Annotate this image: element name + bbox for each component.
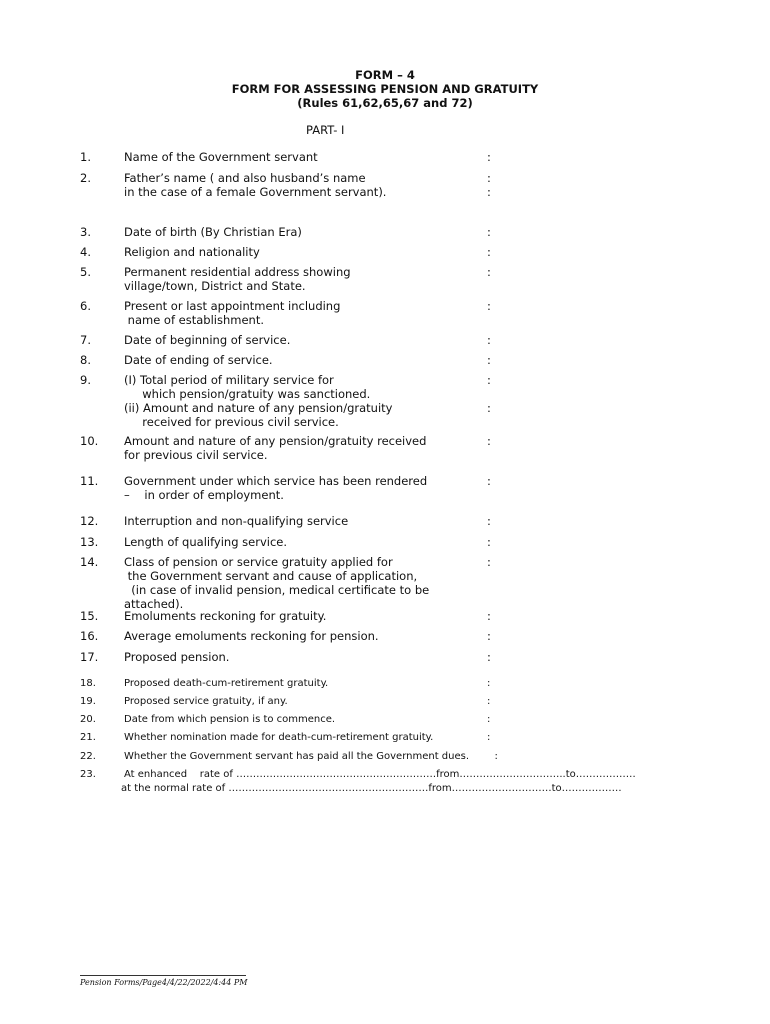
item-label: Date from which pension is to commence.: [124, 714, 336, 725]
item-label: received for previous civil service.: [124, 415, 339, 429]
item-label: the Government servant and cause of application,: [124, 569, 418, 583]
item-label: Permanent residential address showing: [124, 265, 351, 279]
item-number: 18.: [80, 678, 96, 689]
item-label: Father’s name ( and also husband’s name: [124, 171, 366, 185]
item-colon: :: [487, 150, 491, 164]
item-number: 10.: [80, 434, 99, 448]
item-number: 9.: [80, 373, 91, 387]
item-label: in the case of a female Government servant).: [124, 185, 387, 199]
item-colon: :: [487, 225, 491, 239]
item-colon: :: [487, 185, 491, 199]
item-colon: :: [487, 333, 491, 347]
item-label: Religion and nationality: [124, 245, 260, 259]
item-label: (I) Total period of military service for: [124, 373, 334, 387]
item-label: Proposed pension.: [124, 650, 230, 664]
item-label: Date of ending of service.: [124, 353, 273, 367]
footer-divider: [80, 975, 246, 976]
item-label: name of establishment.: [124, 313, 264, 327]
item-colon: :: [487, 678, 491, 689]
part-heading: PART- I: [306, 123, 345, 137]
item-label: Whether nomination made for death-cum-retirement gratuity.: [124, 732, 434, 743]
item-number: 3.: [80, 225, 91, 239]
item-label: for previous civil service.: [124, 448, 268, 462]
item-number: 12.: [80, 514, 99, 528]
item-number: 17.: [80, 650, 99, 664]
item-colon: :: [487, 353, 491, 367]
item-label: Length of qualifying service.: [124, 535, 288, 549]
item-number: 1.: [80, 150, 91, 164]
item-number: 8.: [80, 353, 91, 367]
item-label: Class of pension or service gratuity applied for: [124, 555, 393, 569]
item-number: 11.: [80, 474, 99, 488]
item-number: 2.: [80, 171, 91, 185]
item-label: (ii) Amount and nature of any pension/gratuity: [124, 401, 393, 415]
item-number: 5.: [80, 265, 91, 279]
item-label: Average emoluments reckoning for pension.: [124, 629, 379, 643]
item-colon: :: [487, 245, 491, 259]
item-label: Emoluments reckoning for gratuity.: [124, 609, 327, 623]
item-label: Proposed death-cum-retirement gratuity.: [124, 678, 329, 689]
item-number: 15.: [80, 609, 99, 623]
item-label: Date of beginning of service.: [124, 333, 291, 347]
item-label: Interruption and non-qualifying service: [124, 514, 349, 528]
item-number: 14.: [80, 555, 99, 569]
item-colon: :: [487, 373, 491, 387]
item-colon: :: [487, 171, 491, 185]
item-colon: :: [487, 732, 491, 743]
item-label: attached).: [124, 597, 184, 611]
item-label: Date of birth (By Christian Era): [124, 225, 302, 239]
item-colon: :: [487, 714, 491, 725]
item-number: 20.: [80, 714, 96, 725]
item-label: which pension/gratuity was sanctioned.: [124, 387, 371, 401]
item-label: Amount and nature of any pension/gratuity received: [124, 434, 427, 448]
item-label: Whether the Government servant has paid all the Government dues. :: [124, 751, 498, 762]
item-colon: :: [487, 514, 491, 528]
item-colon: :: [487, 650, 491, 664]
item-colon: :: [487, 434, 491, 448]
item-number: 7.: [80, 333, 91, 347]
item-colon: :: [487, 474, 491, 488]
item-colon: :: [487, 609, 491, 623]
form-title: FORM FOR ASSESSING PENSION AND GRATUITY: [231, 82, 539, 96]
item-label: (in case of invalid pension, medical certificate to be: [124, 583, 430, 597]
item-colon: :: [487, 401, 491, 415]
item-number: 4.: [80, 245, 91, 259]
item-colon: :: [487, 696, 491, 707]
item-number: 6.: [80, 299, 91, 313]
item-number: 13.: [80, 535, 99, 549]
item-colon: :: [487, 265, 491, 279]
item-colon: :: [487, 299, 491, 313]
form-rules: (Rules 61,62,65,67 and 72): [297, 96, 473, 110]
item-colon: :: [487, 535, 491, 549]
item-label: At enhanced rate of ……………………………………………………from…………………………..to………………: [124, 769, 636, 780]
item-label: Present or last appointment including: [124, 299, 341, 313]
form-number: FORM – 4: [355, 68, 415, 82]
item-number: 23.: [80, 769, 96, 780]
item-label: – in order of employment.: [124, 488, 284, 502]
item-label: village/town, District and State.: [124, 279, 306, 293]
item-number: 22.: [80, 751, 96, 762]
item-label: at the normal rate of ……………………………………………………from…………………………to………………: [121, 782, 622, 794]
item-label: Name of the Government servant: [124, 150, 318, 164]
item-number: 19.: [80, 696, 96, 707]
item-label: Proposed service gratuity, if any.: [124, 696, 288, 707]
item-colon: :: [487, 555, 491, 569]
item-number: 21.: [80, 732, 96, 743]
item-label: Government under which service has been rendered: [124, 474, 428, 488]
item-number: 16.: [80, 629, 99, 643]
item-colon: :: [487, 629, 491, 643]
footer-text: Pension Forms/Page4/4/22/2022/4:44 PM: [80, 978, 248, 987]
